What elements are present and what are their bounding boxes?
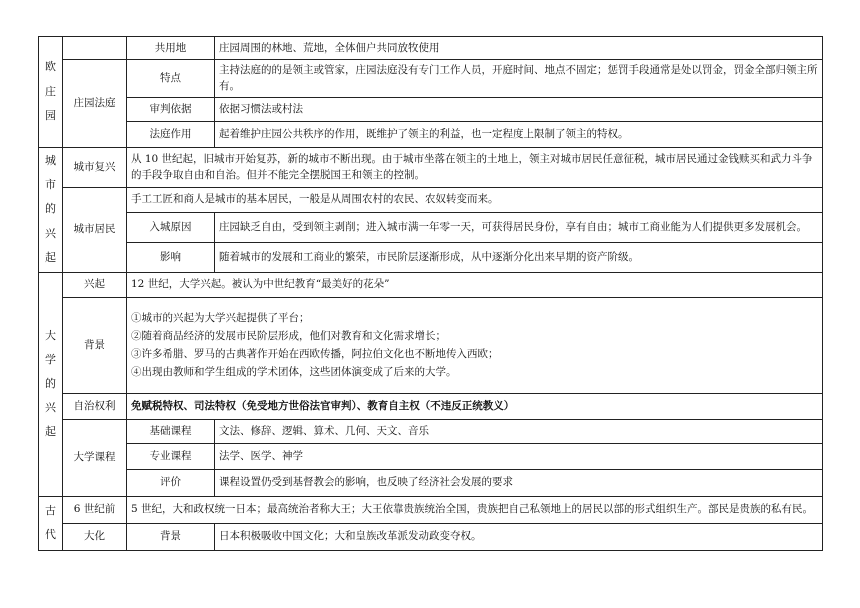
city-impact-label: 影响 [127,242,215,272]
court-features-text: 主持法庭的的是领主或管家，庄园法庭没有专门工作人员，开庭时间、地点不固定；惩罚手段通常是处以罚金，罚金全部归领主所有。 [215,60,823,98]
section-university-rise: 大 学 的 兴 起 [39,272,63,496]
japan-pre6-label: 6 世纪前 [63,496,127,523]
background-item: ④出现由教师和学生组成的学术团体，这些团体演变成了后来的大学。 [131,366,457,379]
city-impact-text: 随着城市的发展和工商业的繁荣，市民阶层逐渐形成，从中逐渐分化出来早期的资产阶级。 [215,242,823,272]
row-city-impact [39,242,823,272]
city-revival-label: 城市复兴 [63,147,127,187]
japan-taika-label: 大化 [63,523,127,550]
course-evaluation-label: 评价 [127,469,215,496]
background-item: ②随着商品经济的发展市民阶层形成，他们对教育和文化需求增长； [131,329,446,342]
shared-land-text: 庄园周围的林地、荒地，全体佃户共同放牧使用 [215,37,823,60]
row-city-residents-intro [39,187,823,212]
university-autonomy-label: 自治权利 [63,393,127,419]
row-court-role [39,121,823,147]
row-japan-pre6 [39,496,823,523]
city-revival-text: 从 10 世纪起，旧城市开始复苏，新的城市不断出现。由于城市坐落在领主的土地上，领主对城市居民任意征税，城市居民通过金钱赎买和武力斗争的手段争取自由和自治。但并不能完全摆脱国王和领主的控制。 [127,147,823,187]
empty-cell [63,37,127,60]
section-city-rise: 城 市 的 兴 起 [39,147,63,272]
court-label: 庄园法庭 [63,60,127,148]
court-role-text: 起着维护庄园公共秩序的作用，既维护了领主的利益，也一定程度上限制了领主的特权。 [215,121,823,147]
university-rise-label: 兴起 [63,272,127,297]
university-background-list [127,297,823,393]
court-features-label: 特点 [127,60,215,98]
row-university-background [39,297,823,393]
row-course-professional [39,443,823,469]
japan-taika-sub-label: 背景 [127,523,215,550]
university-background-label: 背景 [63,297,127,393]
university-courses-label: 大学课程 [63,419,127,496]
background-item: ①城市的兴起为大学兴起提供了平台； [131,311,310,324]
city-reason-text: 庄园缺乏自由，受到领主剥削；进入城市满一年零一天，可获得居民身份，享有自由；城市工商业能为人们提供更多发展机会。 [215,212,823,242]
row-japan-taika [39,523,823,550]
course-professional-text: 法学、医学、神学 [215,443,823,469]
section-europe-manor: 欧 庄 园 [39,37,63,148]
row-university-rise [39,272,823,297]
shared-land-label: 共用地 [127,37,215,60]
university-autonomy-text: 免赋税特权、司法特权（免受地方世俗法官审判）、教育自主权（不违反正统教义） [127,393,823,419]
row-course-evaluation [39,469,823,496]
japan-taika-text: 日本积极吸收中国文化；大和皇族改革派发动政变夺权。 [215,523,823,550]
university-rise-text: 12 世纪，大学兴起。被认为中世纪教育“最美好的花朵” [127,272,823,297]
city-reason-label: 入城原因 [127,212,215,242]
row-city-revival [39,147,823,187]
course-basic-label: 基础课程 [127,419,215,443]
city-residents-intro: 手工工匠和商人是城市的基本居民，一般是从周围农村的农民、农奴转变而来。 [127,187,823,212]
row-court-features [39,60,823,98]
japan-pre6-text: 5 世纪，大和政权统一日本；最高统治者称大王；大王依靠贵族统治全国，贵族把自己私领地上的居民以部的形式组织生产。部民是贵族的私有民。 [127,496,823,523]
court-basis-label: 审判依据 [127,97,215,121]
row-court-basis [39,97,823,121]
row-university-autonomy [39,393,823,419]
court-role-label: 法庭作用 [127,121,215,147]
course-professional-label: 专业课程 [127,443,215,469]
row-city-reason [39,212,823,242]
course-basic-text: 文法、修辞、逻辑、算术、几何、天文、音乐 [215,419,823,443]
city-residents-label: 城市居民 [63,187,127,272]
course-evaluation-text: 课程设置仍受到基督教会的影响，也反映了经济社会发展的要求 [215,469,823,496]
history-notes-table [38,36,823,551]
row-course-basic [39,419,823,443]
section-ancient: 古 代 [39,496,63,550]
row-shared-land [39,37,823,60]
court-basis-text: 依据习惯法或村法 [215,97,823,121]
background-item: ③许多希腊、罗马的古典著作开始在西欧传播，阿拉伯文化也不断地传入西欧； [131,348,499,361]
